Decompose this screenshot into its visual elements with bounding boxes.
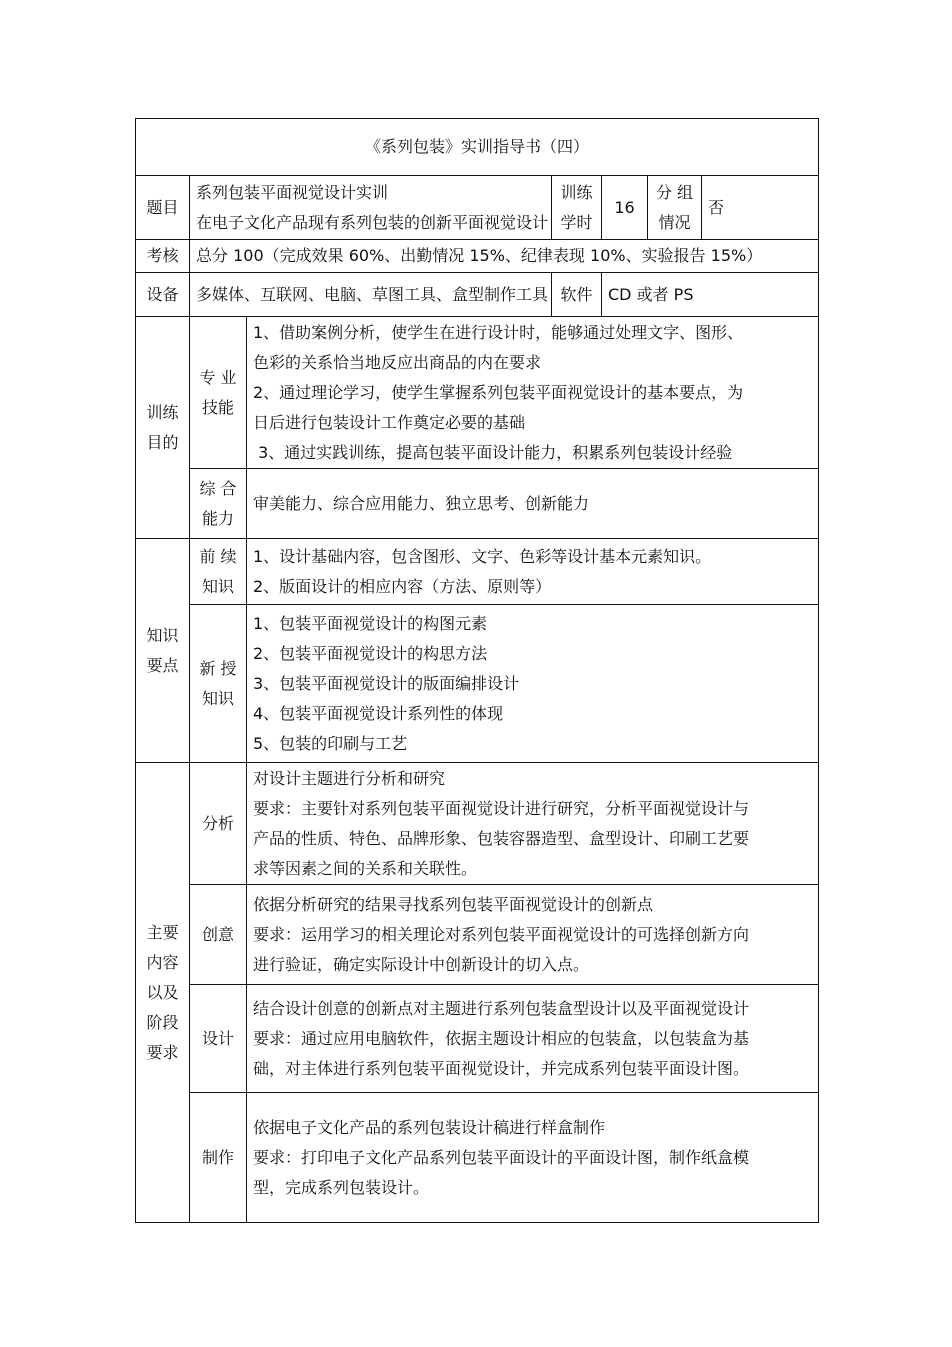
training-objective-label-2: 目的 — [146, 432, 179, 452]
main-content-label-line: 内容 — [146, 952, 179, 972]
document-title: 《系列包装》实训指导书（四） — [136, 119, 819, 176]
new-knowledge-line: 3、包装平面视觉设计的版面编排设计 — [253, 673, 520, 693]
professional-skill-label-2: 技能 — [201, 397, 234, 417]
topic-label: 题目 — [136, 176, 190, 240]
prior-knowledge-line: 1、设计基础内容，包含图形、文字、色彩等设计基本元素知识。 — [253, 546, 712, 566]
software-value: CD 或者 PS — [602, 273, 819, 317]
new-knowledge-line: 5、包装的印刷与工艺 — [253, 733, 408, 753]
grouping-value: 否 — [702, 176, 819, 240]
design-content — [247, 985, 819, 1093]
creativity-line: 依据分析研究的结果寻找系列包装平面视觉设计的创新点 — [253, 894, 654, 914]
creativity-label: 创意 — [190, 885, 247, 985]
assessment-label: 考核 — [136, 240, 190, 273]
production-line: 型，完成系列包装设计。 — [253, 1177, 430, 1197]
analysis-line: 对设计主题进行分析和研究 — [253, 768, 446, 788]
grouping-label-1: 分 组 — [655, 182, 694, 202]
design-line: 要求：通过应用电脑软件，依据主题设计相应的包装盒，以包装盒为基 — [253, 1028, 750, 1048]
main-content-label-line: 以及 — [146, 982, 179, 1002]
assessment-text: 总分 100（完成效果 60%、出勤情况 15%、纪律表现 10%、实验报告 15%） — [190, 240, 819, 273]
prior-knowledge-line: 2、版面设计的相应内容（方法、原则等） — [253, 576, 552, 596]
professional-skill-label — [190, 317, 247, 469]
professional-skill-content — [247, 317, 819, 469]
new-knowledge-label-2: 知识 — [201, 688, 234, 708]
new-knowledge-line: 1、包装平面视觉设计的构图元素 — [253, 613, 488, 633]
design-label: 设计 — [190, 985, 247, 1093]
production-line: 要求：打印电子文化产品系列包装平面设计的平面设计图，制作纸盒模 — [253, 1147, 750, 1167]
topic-content — [190, 176, 552, 240]
analysis-line: 产品的性质、特色、品牌形象、包装容器造型、盒型设计、印刷工艺要 — [253, 828, 750, 848]
comprehensive-ability-text: 审美能力、综合应用能力、独立思考、创新能力 — [247, 469, 819, 539]
main-content-label — [136, 763, 190, 1223]
grouping-label — [648, 176, 702, 240]
creativity-line: 要求：运用学习的相关理论对系列包装平面视觉设计的可选择创新方向 — [253, 924, 750, 944]
comprehensive-ability-label-2: 能力 — [201, 508, 234, 528]
analysis-line: 要求：主要针对系列包装平面视觉设计进行研究，分析平面视觉设计与 — [253, 798, 750, 818]
production-content — [247, 1093, 819, 1223]
training-objective-label — [136, 317, 190, 539]
new-knowledge-label — [190, 605, 247, 763]
training-hours-label — [552, 176, 602, 240]
training-objective-label-1: 训练 — [146, 402, 179, 422]
analysis-label: 分析 — [190, 763, 247, 885]
training-hours-value: 16 — [602, 176, 648, 240]
comprehensive-ability-label — [190, 469, 247, 539]
creativity-line: 进行验证，确定实际设计中创新设计的切入点。 — [253, 954, 590, 974]
topic-line-2: 在电子文化产品现有系列包装的创新平面视觉设计 — [196, 212, 549, 232]
equipment-text: 多媒体、互联网、电脑、草图工具、盒型制作工具 — [190, 273, 552, 317]
production-line: 依据电子文化产品的系列包装设计稿进行样盒制作 — [253, 1117, 606, 1137]
comprehensive-ability-label-1: 综 合 — [199, 478, 237, 498]
knowledge-points-label — [136, 539, 190, 763]
knowledge-points-label-1: 知识 — [146, 625, 179, 645]
new-knowledge-line: 4、包装平面视觉设计系列性的体现 — [253, 703, 504, 723]
training-hours-label-2: 学时 — [560, 212, 593, 232]
main-content-label-line: 要求 — [146, 1042, 179, 1062]
analysis-line: 求等因素之间的关系和关联性。 — [253, 858, 478, 878]
knowledge-points-label-2: 要点 — [146, 655, 179, 675]
grouping-label-2: 情况 — [658, 212, 691, 232]
prior-knowledge-label-1: 前 续 — [199, 546, 237, 566]
new-knowledge-line: 2、包装平面视觉设计的构思方法 — [253, 643, 488, 663]
professional-skill-label-1: 专 业 — [199, 367, 237, 387]
design-line: 结合设计创意的创新点对主题进行系列包装盒型设计以及平面视觉设计 — [253, 998, 750, 1018]
software-label: 软件 — [552, 273, 602, 317]
new-knowledge-label-1: 新 授 — [199, 658, 237, 678]
new-knowledge-content — [247, 605, 819, 763]
analysis-content — [247, 763, 819, 885]
creativity-content — [247, 885, 819, 985]
production-label: 制作 — [190, 1093, 247, 1223]
main-content-label-line: 主要 — [146, 922, 179, 942]
professional-skill-line: 日后进行包装设计工作奠定必要的基础 — [253, 412, 526, 432]
prior-knowledge-content — [247, 539, 819, 605]
professional-skill-line: 1、借助案例分析，使学生在进行设计时，能够通过处理文字、图形、 — [253, 322, 744, 342]
prior-knowledge-label-2: 知识 — [201, 576, 234, 596]
professional-skill-line: 3、通过实践训练，提高包装平面设计能力，积累系列包装设计经验 — [253, 442, 733, 462]
training-guide-table — [135, 118, 819, 1223]
training-hours-label-1: 训练 — [560, 182, 593, 202]
design-line: 础，对主体进行系列包装平面视觉设计，并完成系列包装平面设计图。 — [253, 1058, 750, 1078]
professional-skill-line: 2、通过理论学习，使学生掌握系列包装平面视觉设计的基本要点，为 — [253, 382, 744, 402]
prior-knowledge-label — [190, 539, 247, 605]
professional-skill-line: 色彩的关系恰当地反应出商品的内在要求 — [253, 352, 542, 372]
topic-line-1: 系列包装平面视觉设计实训 — [196, 182, 389, 202]
main-content-label-line: 阶段 — [146, 1012, 179, 1032]
equipment-label: 设备 — [136, 273, 190, 317]
